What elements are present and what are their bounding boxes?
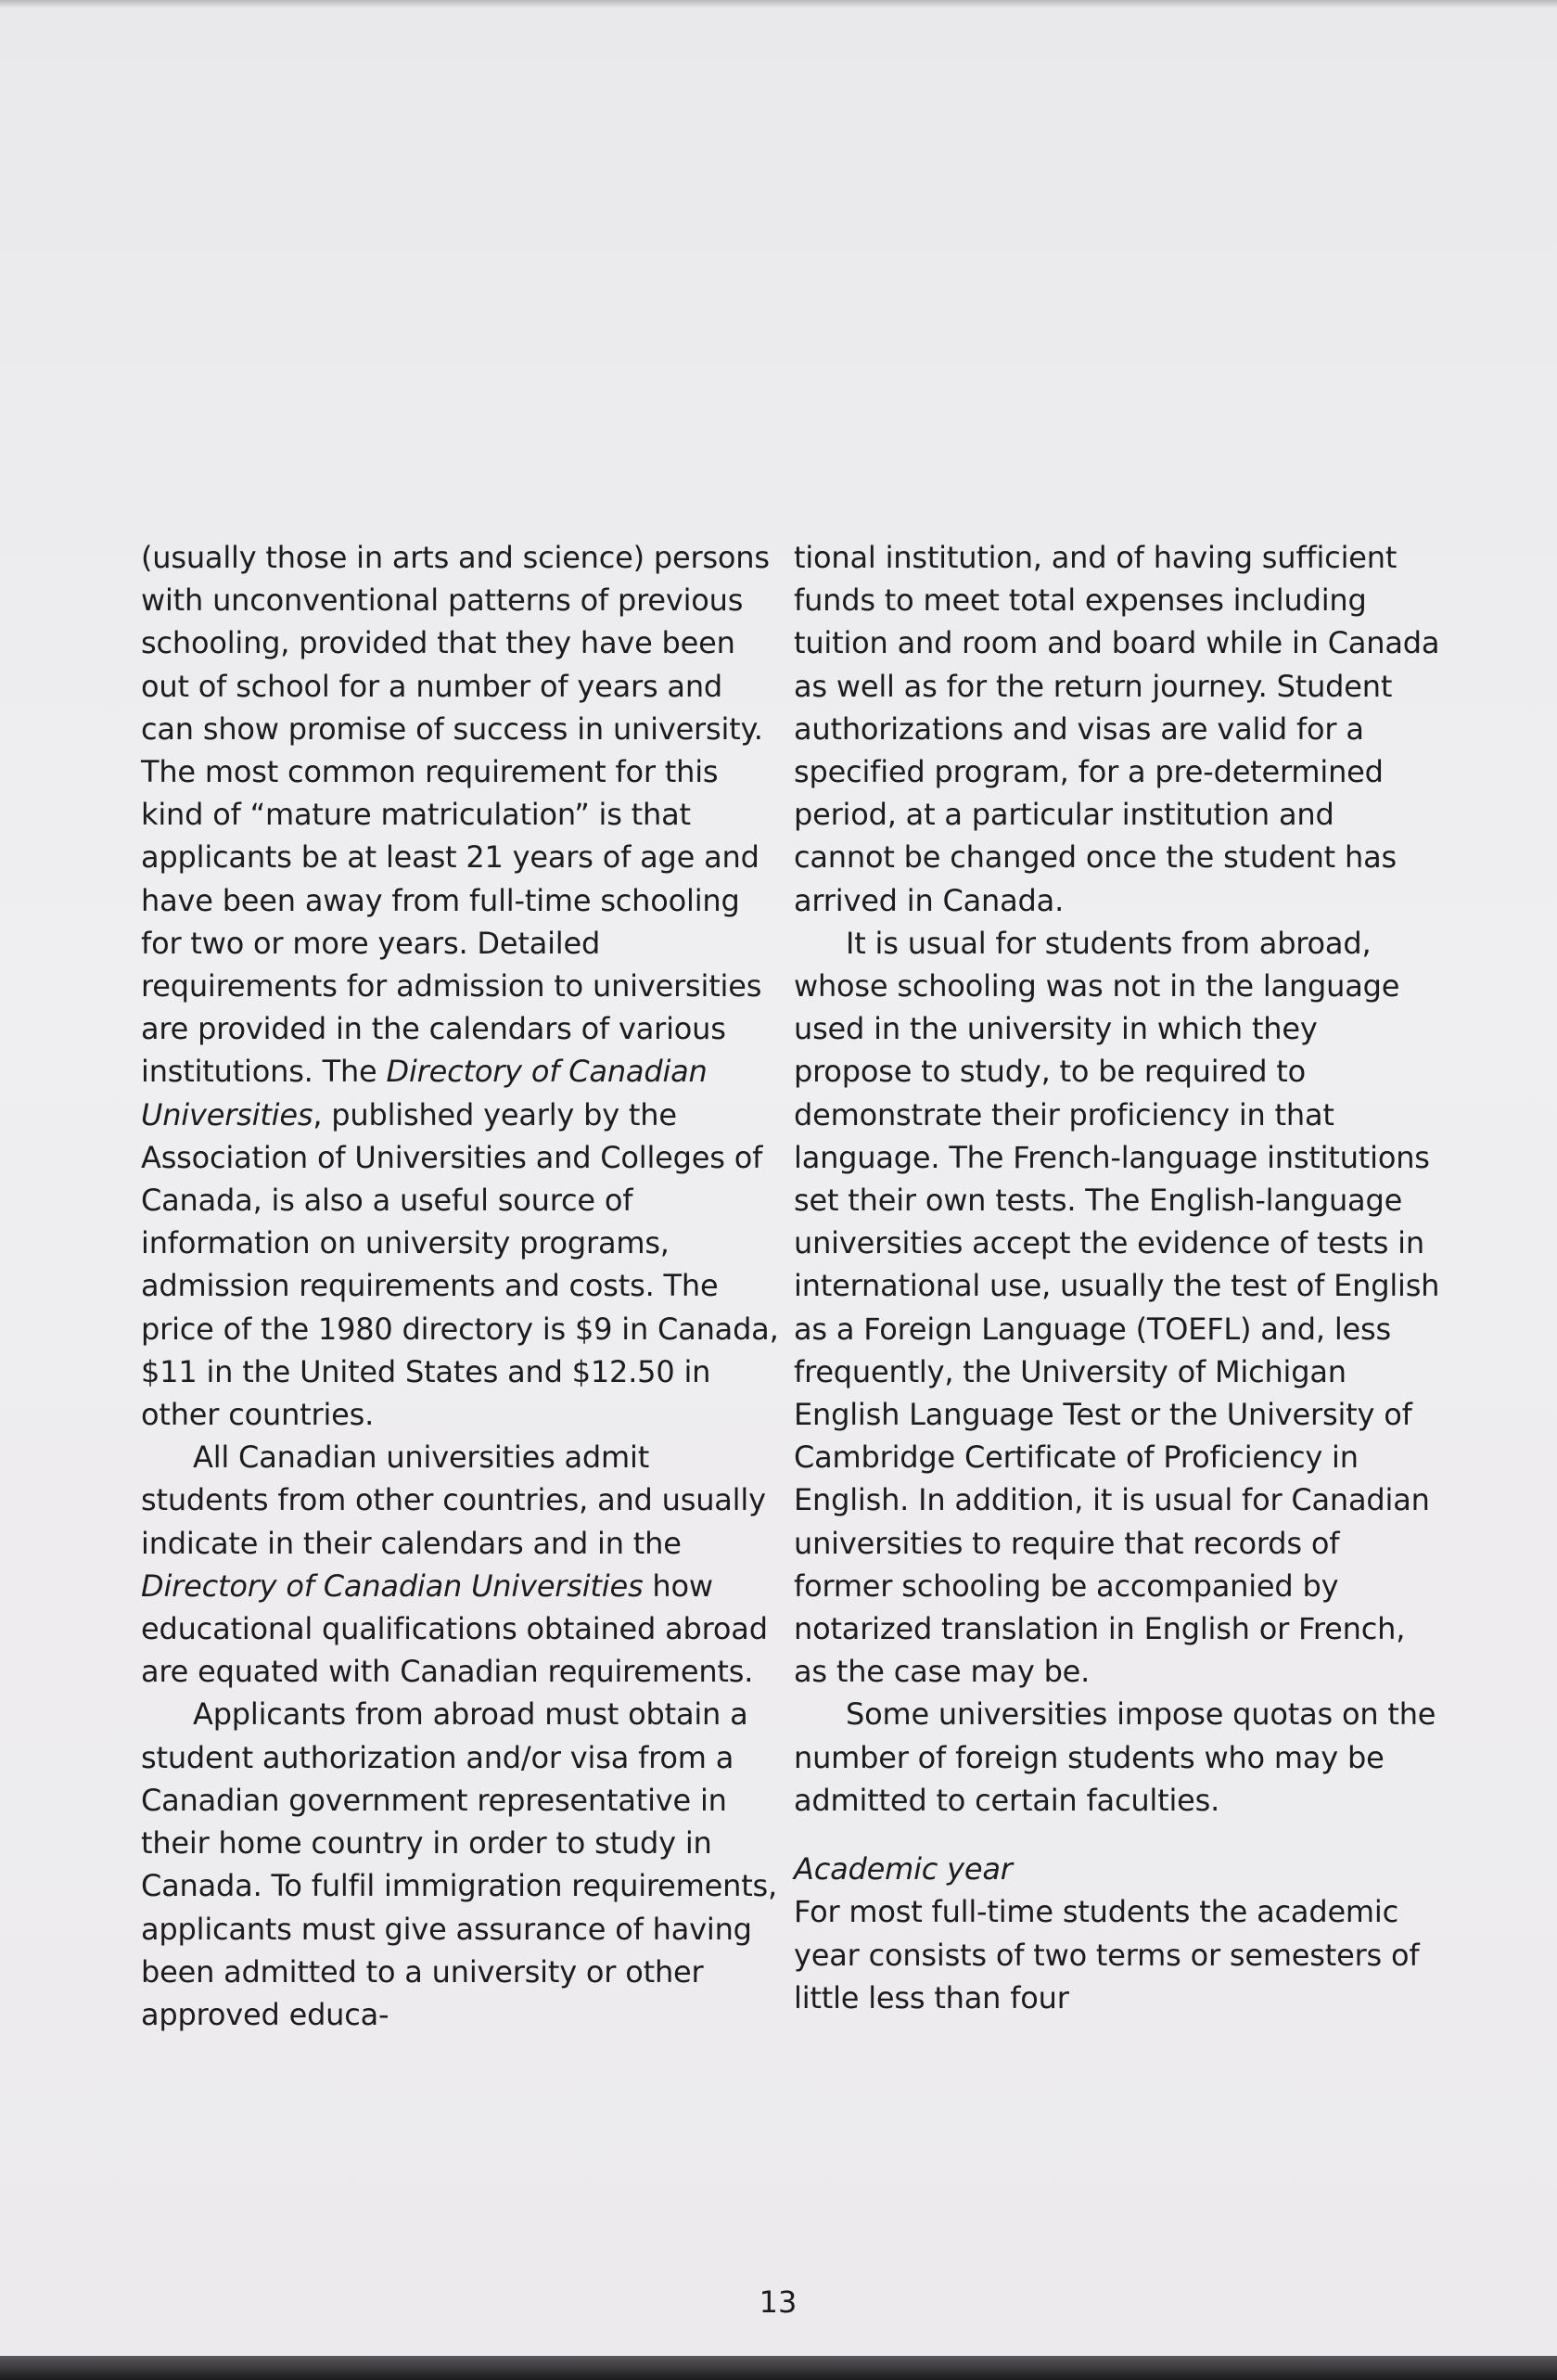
- directory-title: Directory of Canadian Universities: [141, 1567, 644, 1604]
- directory-title: Directory of Canadian Universities: [141, 1054, 708, 1132]
- page-number: 13: [759, 2284, 798, 2320]
- paragraph-language-proficiency: It is usual for students from abroad, whose schooling was not in the language used in the university in which they propose to study, to be required to demonstrate their proficiency in that language. The French-language institutions set their own tests. The English-language universities accept the evidence of tests in international use, usually the test of English as a Foreign Language (TOEFL) and, less frequently, the University of Michigan English Language Test or the University of Cambridge Certificate of Proficiency in English. In addition, it is usual for Canadian universities to require that records of former schooling be accompanied by notarized translation in English or French, as the case may be.: [794, 925, 1440, 1690]
- paragraph-mature-matriculation: [141, 536, 781, 1436]
- paragraph-text: All Canadian universities admit students from other countries, and usually indicate in their calendars and in the: [141, 1440, 766, 1561]
- paragraph-text: how educational qualifications obtained abroad are equated with Canadian requirements.: [141, 1567, 768, 1690]
- paragraph-quotas: Some universities impose quotas on the number of foreign students who may be admitted to certain faculties.: [794, 1696, 1436, 1818]
- left-column: [141, 536, 781, 2036]
- paragraph-text: , published yearly by the Association of Universities and Colleges of Canada, is also a useful source of information on university programs, admission requirements and costs. The price of the 1980 directory is $9 in Canada, $11 in the United States and $12.50 in other countries.: [141, 1096, 779, 1433]
- paragraph-text: (usually those in arts and science) persons with unconventional patterns of previous schooling, provided that they have been out of school for a number of years and can show promise of success in university. The most common requirement for this kind of “mature matriculation” is that applicants be at least 21 years of age and have been away from full-time schooling for two or more years. Detailed requirements for admission to universities are provided in the calendars of various institutions. The: [141, 540, 770, 1090]
- paragraph-foreign-admission: [141, 1436, 781, 1693]
- paragraph-funds: tional institution, and of having sufficient funds to meet total expenses including tuition and room and board while in Canada as well as for the return journey. Student authorizations and visas are valid for a specified program, for a pre-determined period, at a particular institution and cannot be changed once the student has arrived in Canada.: [794, 540, 1440, 918]
- section-heading-academic-year: Academic year: [794, 1851, 1013, 1887]
- right-column: [794, 536, 1443, 2019]
- page-top-edge: [0, 0, 1557, 7]
- paragraph-student-authorization: Applicants from abroad must obtain a student authorization and/or visa from a Canadian government representative in their home country in order to study in Canada. To fulfil immigration requirements, applicants must give assurance of having been admitted to a university or other approved educa-: [141, 1696, 777, 2032]
- page-bottom-edge: [0, 2356, 1557, 2380]
- paragraph-academic-year: For most full-time students the academic year consists of two terms or semesters of little less than four: [794, 1894, 1420, 2015]
